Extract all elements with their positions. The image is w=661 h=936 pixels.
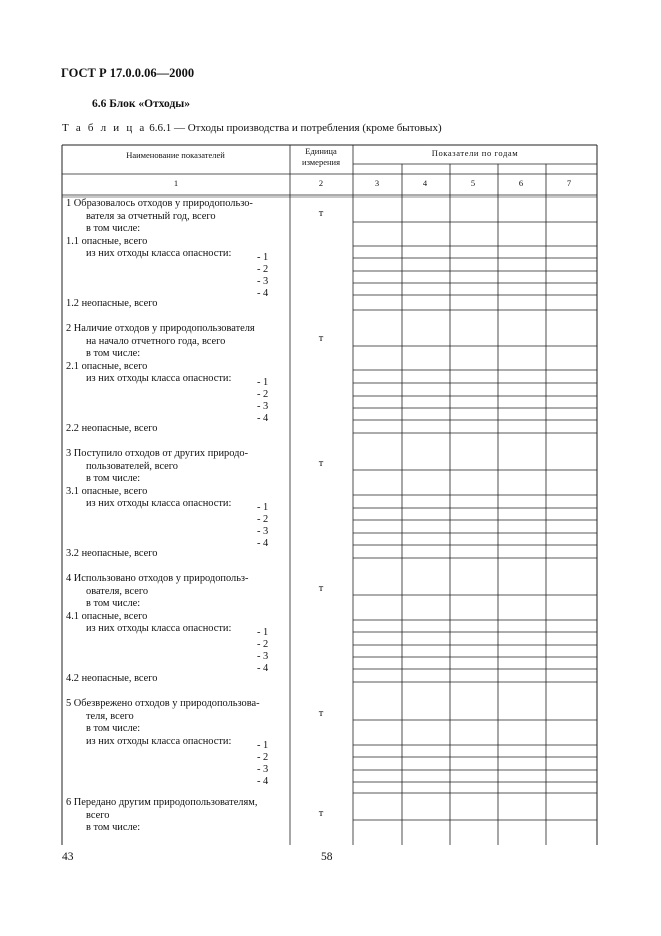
row-label: - 1 <box>257 627 269 638</box>
row-label: - 2 <box>257 389 269 400</box>
row-label: ователя, всего <box>86 586 149 597</box>
row-label: 1.2 неопасные, всего <box>66 298 158 309</box>
caption-text: 6.6.1 — Отходы производства и потребления (кроме бытовых) <box>149 122 442 134</box>
row-label: - 2 <box>257 514 269 525</box>
row-label: - 4 <box>257 663 269 674</box>
header-unit: Единица измерения <box>302 146 340 167</box>
unit-cell: т <box>318 458 324 469</box>
row-label: - 1 <box>257 740 269 751</box>
row-label: в том числе: <box>86 822 141 833</box>
row-label: 3 Поступило отходов от других природо- <box>66 448 249 459</box>
row-label: в том числе: <box>86 598 141 609</box>
unit-cell: т <box>318 708 324 719</box>
unit-cell: т <box>318 808 324 819</box>
row-label: в том числе: <box>86 473 141 484</box>
section-title: 6.6 Блок «Отходы» <box>92 98 191 110</box>
page-number: 58 <box>321 851 333 863</box>
header-years: Показатели по годам <box>431 148 519 158</box>
row-label: в том числе: <box>86 348 141 359</box>
row-label: из них отходы класса опасности: <box>86 736 232 747</box>
row-label: 1 Образовалось отходов у природопользо- <box>66 198 253 209</box>
row-label: 5 Обезврежено отходов у природопользова- <box>66 698 260 709</box>
row-label: - 1 <box>257 377 269 388</box>
row-label: - 1 <box>257 252 269 263</box>
unit-cell: т <box>318 208 324 219</box>
row-label: в том числе: <box>86 723 141 734</box>
header-name: Наименование показателей <box>126 150 225 160</box>
row-label: из них отходы класса опасности: <box>86 498 232 509</box>
row-label: - 3 <box>257 401 269 412</box>
left-page-number: 43 <box>62 851 74 863</box>
caption-prefix: Т а б л и ц а <box>62 122 147 134</box>
column-number: 3 <box>374 178 380 188</box>
row-label: 2.1 опасные, всего <box>66 361 148 372</box>
doc-header: ГОСТ Р 17.0.0.06—2000 <box>61 66 195 80</box>
row-label: 2.2 неопасные, всего <box>66 423 158 434</box>
row-label: на начало отчетного года, всего <box>86 336 226 347</box>
row-label: - 4 <box>257 538 269 549</box>
row-label: - 3 <box>257 651 269 662</box>
column-number: 1 <box>173 178 179 188</box>
row-label: пользователей, всего <box>86 461 178 472</box>
row-label: вателя за отчетный год, всего <box>86 211 216 222</box>
column-number: 2 <box>318 178 324 188</box>
column-number: 6 <box>518 178 524 188</box>
row-label: - 3 <box>257 276 269 287</box>
row-label: - 3 <box>257 764 269 775</box>
row-label: - 4 <box>257 413 269 424</box>
column-number: 7 <box>566 178 572 188</box>
row-label: в том числе: <box>86 223 141 234</box>
row-label: - 1 <box>257 502 269 513</box>
row-label: - 2 <box>257 639 269 650</box>
row-label: 2 Наличие отходов у природопользователя <box>66 323 255 334</box>
row-label: - 4 <box>257 288 269 299</box>
row-label: 1.1 опасные, всего <box>66 236 148 247</box>
row-label: - 2 <box>257 264 269 275</box>
column-number: 4 <box>422 178 428 188</box>
row-label: из них отходы класса опасности: <box>86 248 232 259</box>
row-label: из них отходы класса опасности: <box>86 373 232 384</box>
row-label: - 2 <box>257 752 269 763</box>
row-label: 3.1 опасные, всего <box>66 486 148 497</box>
row-label: 4.2 неопасные, всего <box>66 673 158 684</box>
row-label: 3.2 неопасные, всего <box>66 548 158 559</box>
unit-cell: т <box>318 333 324 344</box>
row-label: из них отходы класса опасности: <box>86 623 232 634</box>
unit-cell: т <box>318 583 324 594</box>
row-label: - 4 <box>257 776 269 787</box>
row-label: всего <box>86 810 110 821</box>
row-label: теля, всего <box>86 711 134 722</box>
row-label: 4.1 опасные, всего <box>66 611 148 622</box>
row-label: 4 Использовано отходов у природопольз- <box>66 573 249 584</box>
row-label: - 3 <box>257 526 269 537</box>
column-number: 5 <box>470 178 476 188</box>
row-label: 6 Передано другим природопользователям, <box>66 797 258 808</box>
